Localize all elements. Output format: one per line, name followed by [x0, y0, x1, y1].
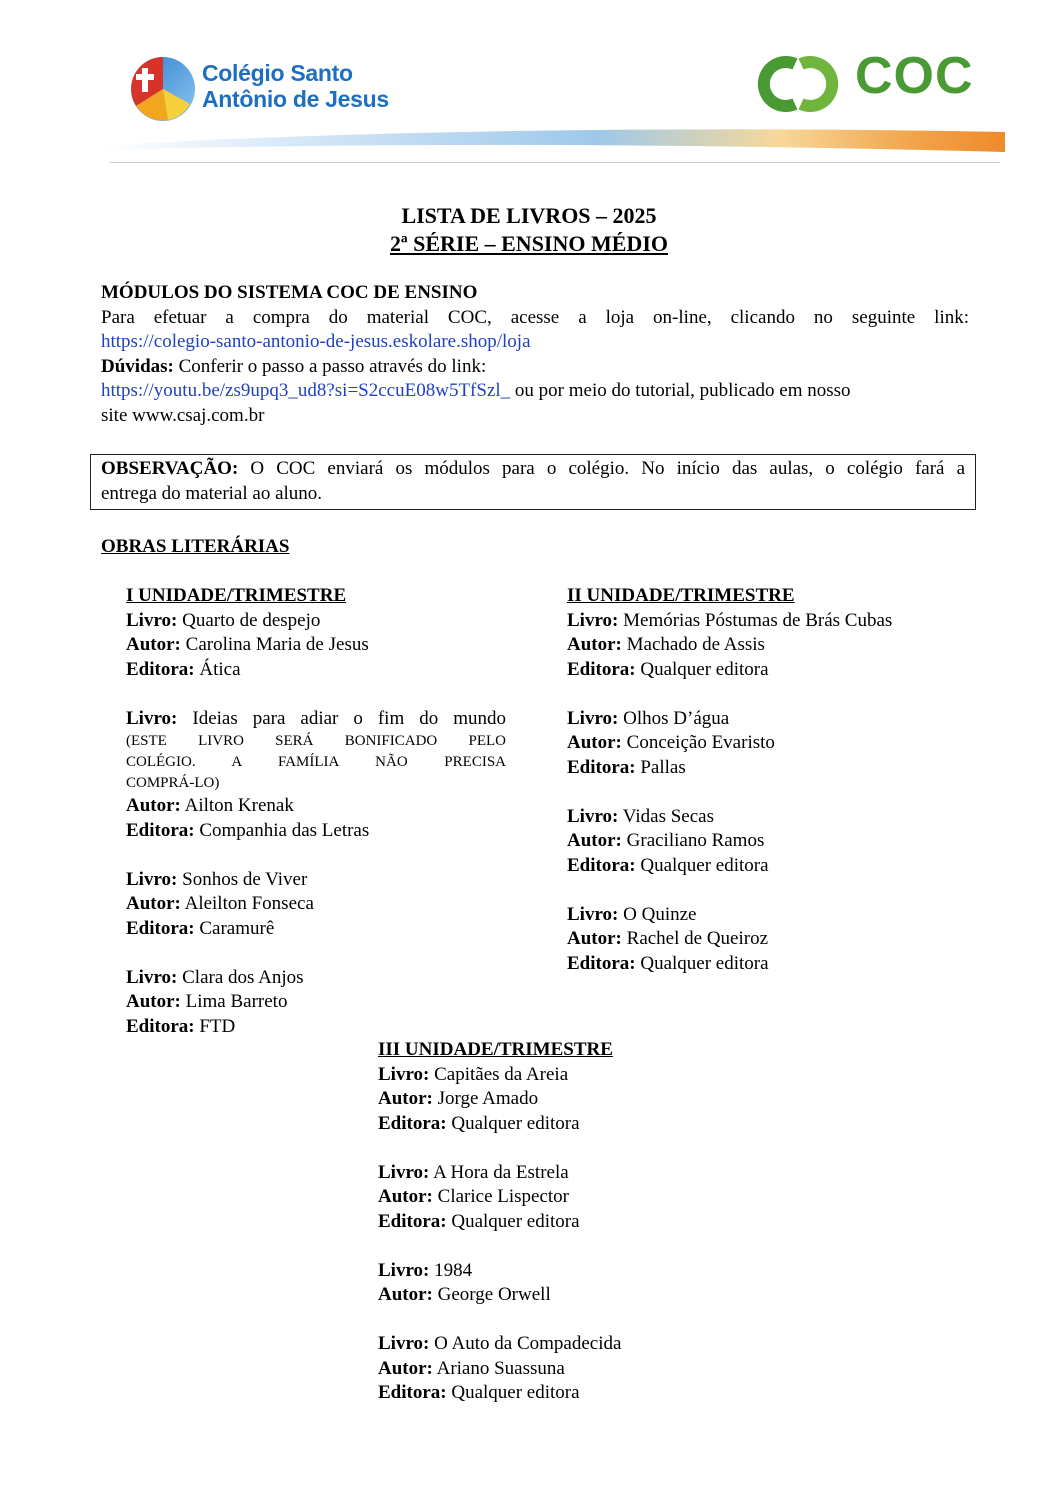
site-text: site www.csaj.com.br [101, 404, 265, 426]
book-note: (ESTE LIVRO SERÁ BONIFICADO PELO [126, 733, 506, 749]
book-publisher-line [378, 1112, 758, 1137]
unit-column [126, 584, 506, 1039]
book-entry [126, 966, 506, 1040]
unit-column [567, 584, 947, 976]
book-publisher-line [567, 952, 947, 977]
observation-line1: O COC enviará os módulos para o colégio. No início das aulas, o colégio fará a [250, 458, 966, 479]
book-author-label: Autor: [126, 795, 181, 816]
book-author-line [378, 1283, 758, 1308]
book-publisher-label: Editora: [567, 658, 636, 680]
page-title: LISTA DE LIVROS – 2025 [401, 203, 657, 228]
book-title-label: Livro: [378, 1063, 430, 1085]
book-title-label: Livro: [567, 805, 619, 827]
book-author-value: Aleilton Fonseca [180, 893, 314, 914]
book-author-value: Rachel de Queiroz [621, 928, 769, 949]
book-author-value: Machado de Assis [621, 634, 765, 655]
book-author-line [567, 633, 947, 658]
book-author-value: Ailton Krenak [180, 795, 294, 816]
obras-heading: OBRAS LITERÁRIAS [101, 536, 290, 557]
book-title-value: Memórias Póstumas de Brás Cubas [618, 609, 893, 631]
book-entry [567, 805, 947, 879]
doubts-label: Dúvidas: [101, 355, 174, 377]
book-publisher-value: Qualquer editora [635, 854, 769, 876]
book-author-value: Conceição Evaristo [621, 732, 775, 753]
book-title-label: Livro: [378, 1259, 430, 1281]
book-author-line [126, 892, 506, 917]
book-author-value: Ariano Suassuna [432, 1357, 565, 1379]
header-swoosh-decoration [100, 122, 1010, 162]
book-publisher-line [567, 854, 947, 879]
book-author-label: Autor: [567, 830, 622, 851]
book-author-label: Autor: [378, 1186, 433, 1207]
book-publisher-label: Editora: [126, 917, 195, 939]
book-publisher-label: Editora: [567, 952, 636, 974]
book-note: COMPRÁ-LO) [126, 775, 220, 791]
book-publisher-value: Qualquer editora [446, 1112, 580, 1134]
purchase-text: Para efetuar a compra do material COC, acesse a loja on-line, clicando no seguinte link: [101, 306, 969, 328]
book-title-label: Livro: [567, 707, 619, 729]
book-title-line [378, 1332, 758, 1357]
book-author-line [567, 731, 947, 756]
store-link[interactable]: https://colegio-santo-antonio-de-jesus.eskolare.shop/loja [101, 331, 531, 352]
book-author-line [126, 794, 506, 819]
book-publisher-label: Editora: [567, 756, 636, 778]
book-author-value: Clarice Lispector [432, 1186, 569, 1207]
book-publisher-value: Ática [194, 658, 241, 680]
book-title-value: Quarto de despejo [177, 609, 321, 631]
book-publisher-line [567, 756, 947, 781]
book-author-line [567, 829, 947, 854]
book-title-value: Sonhos de Viver [177, 868, 308, 890]
book-title-value: A Hora da Estrela [429, 1161, 569, 1183]
book-title-label: Livro: [567, 903, 619, 925]
book-entry [378, 1259, 758, 1308]
book-title-label: Livro: [378, 1161, 430, 1183]
observation-line2: entrega do material ao aluno. [101, 482, 323, 504]
book-title-label: Livro: [126, 707, 178, 729]
book-entry [126, 868, 506, 942]
book-title-line [567, 609, 947, 634]
book-author-line [126, 990, 506, 1015]
book-title-line [378, 1063, 758, 1088]
book-author-label: Autor: [567, 732, 622, 753]
book-author-value: Jorge Amado [432, 1088, 539, 1109]
unit-column [378, 1038, 758, 1406]
book-publisher-label: Editora: [126, 819, 195, 841]
book-author-value: Graciliano Ramos [621, 830, 765, 851]
book-title-line [126, 707, 506, 732]
book-title-label: Livro: [126, 868, 178, 890]
book-publisher-line [126, 917, 506, 942]
book-title-value: O Auto da Compadecida [429, 1333, 622, 1354]
book-title-value: Ideias para adiar o fim do mundo [177, 707, 506, 729]
book-entry [567, 707, 947, 781]
book-publisher-value: FTD [194, 1015, 236, 1037]
book-title-line [378, 1259, 758, 1284]
book-publisher-line [378, 1210, 758, 1235]
book-publisher-value: Qualquer editora [446, 1210, 580, 1232]
book-author-value: Carolina Maria de Jesus [180, 634, 369, 655]
book-author-label: Autor: [126, 991, 181, 1012]
school-emblem-icon [128, 54, 198, 124]
book-publisher-line [567, 658, 947, 683]
book-title-line [126, 609, 506, 634]
book-title-line [378, 1161, 758, 1186]
book-entry [567, 903, 947, 977]
book-author-line [378, 1357, 758, 1382]
book-author-value: Lima Barreto [180, 991, 288, 1012]
book-entry [378, 1161, 758, 1235]
book-author-line [567, 927, 947, 952]
book-title-label: Livro: [567, 609, 619, 631]
coc-logo [755, 47, 974, 118]
book-title-value: Capitães da Areia [429, 1063, 569, 1085]
book-note: COLÉGIO. A FAMÍLIA NÃO PRECISA [126, 754, 506, 770]
book-title-value: Vidas Secas [618, 805, 714, 827]
book-publisher-label: Editora: [126, 1015, 195, 1037]
book-author-label: Autor: [567, 928, 622, 949]
book-title-value: 1984 [429, 1259, 473, 1281]
book-author-label: Autor: [126, 893, 181, 914]
book-author-label: Autor: [378, 1088, 433, 1109]
header-divider [110, 162, 1000, 163]
book-author-label: Autor: [126, 634, 181, 655]
intro-heading: MÓDULOS DO SISTEMA COC DE ENSINO [101, 282, 478, 303]
book-publisher-line [126, 819, 506, 844]
intro-section [101, 281, 969, 428]
book-publisher-value: Qualquer editora [635, 952, 769, 974]
book-publisher-line [126, 658, 506, 683]
book-author-label: Autor: [567, 634, 622, 655]
unit-heading: I UNIDADE/TRIMESTRE [126, 585, 347, 606]
book-entry [567, 609, 947, 683]
after-link-text: ou por meio do tutorial, publicado em nosso [514, 380, 851, 401]
book-publisher-line [126, 1015, 506, 1040]
book-publisher-label: Editora: [378, 1210, 447, 1232]
book-entry [126, 609, 506, 683]
school-name-line1: Colégio Santo [202, 60, 353, 86]
book-author-value: George Orwell [432, 1284, 551, 1305]
book-publisher-value: Caramurê [194, 917, 275, 939]
book-entry [378, 1332, 758, 1406]
doubts-text: Conferir o passo a passo através do link: [178, 355, 487, 377]
book-publisher-value: Pallas [635, 756, 686, 778]
book-publisher-label: Editora: [567, 854, 636, 876]
unit-heading: III UNIDADE/TRIMESTRE [378, 1039, 613, 1060]
book-publisher-value: Qualquer editora [446, 1382, 580, 1403]
school-name-line2: Antônio de Jesus [202, 86, 389, 112]
book-entry [378, 1063, 758, 1137]
observation-box [90, 454, 976, 510]
book-title-line [567, 707, 947, 732]
book-title-value: Olhos D’água [618, 707, 730, 729]
book-publisher-label: Editora: [378, 1112, 447, 1134]
book-title-label: Livro: [126, 609, 178, 631]
book-publisher-line [378, 1381, 758, 1406]
school-logo [128, 54, 448, 124]
book-title-label: Livro: [126, 966, 178, 988]
book-title-value: O Quinze [618, 903, 697, 925]
book-publisher-label: Editora: [126, 658, 195, 680]
book-title-line [567, 903, 947, 928]
book-title-line [567, 805, 947, 830]
book-title-label: Livro: [378, 1333, 430, 1354]
book-publisher-value: Companhia das Letras [194, 819, 370, 841]
book-title-line [126, 966, 506, 991]
video-link[interactable]: https://youtu.be/zs9upq3_ud8?si=S2ccuE08w5TfSzl_ [101, 380, 511, 401]
book-author-line [126, 633, 506, 658]
book-entry [126, 707, 506, 844]
book-publisher-value: Qualquer editora [635, 658, 769, 680]
observation-label: OBSERVAÇÃO: [101, 458, 239, 479]
page-subtitle: 2ª SÉRIE – ENSINO MÉDIO [390, 231, 668, 256]
book-author-label: Autor: [378, 1357, 433, 1379]
book-author-line [378, 1087, 758, 1112]
book-title-value: Clara dos Anjos [177, 966, 304, 988]
book-author-line [378, 1185, 758, 1210]
book-title-line [126, 868, 506, 893]
book-publisher-label: Editora: [378, 1382, 447, 1403]
coc-rings-icon [755, 50, 847, 118]
unit-heading: II UNIDADE/TRIMESTRE [567, 585, 795, 606]
coc-logo-text: COC [855, 47, 974, 105]
book-author-label: Autor: [378, 1284, 433, 1305]
